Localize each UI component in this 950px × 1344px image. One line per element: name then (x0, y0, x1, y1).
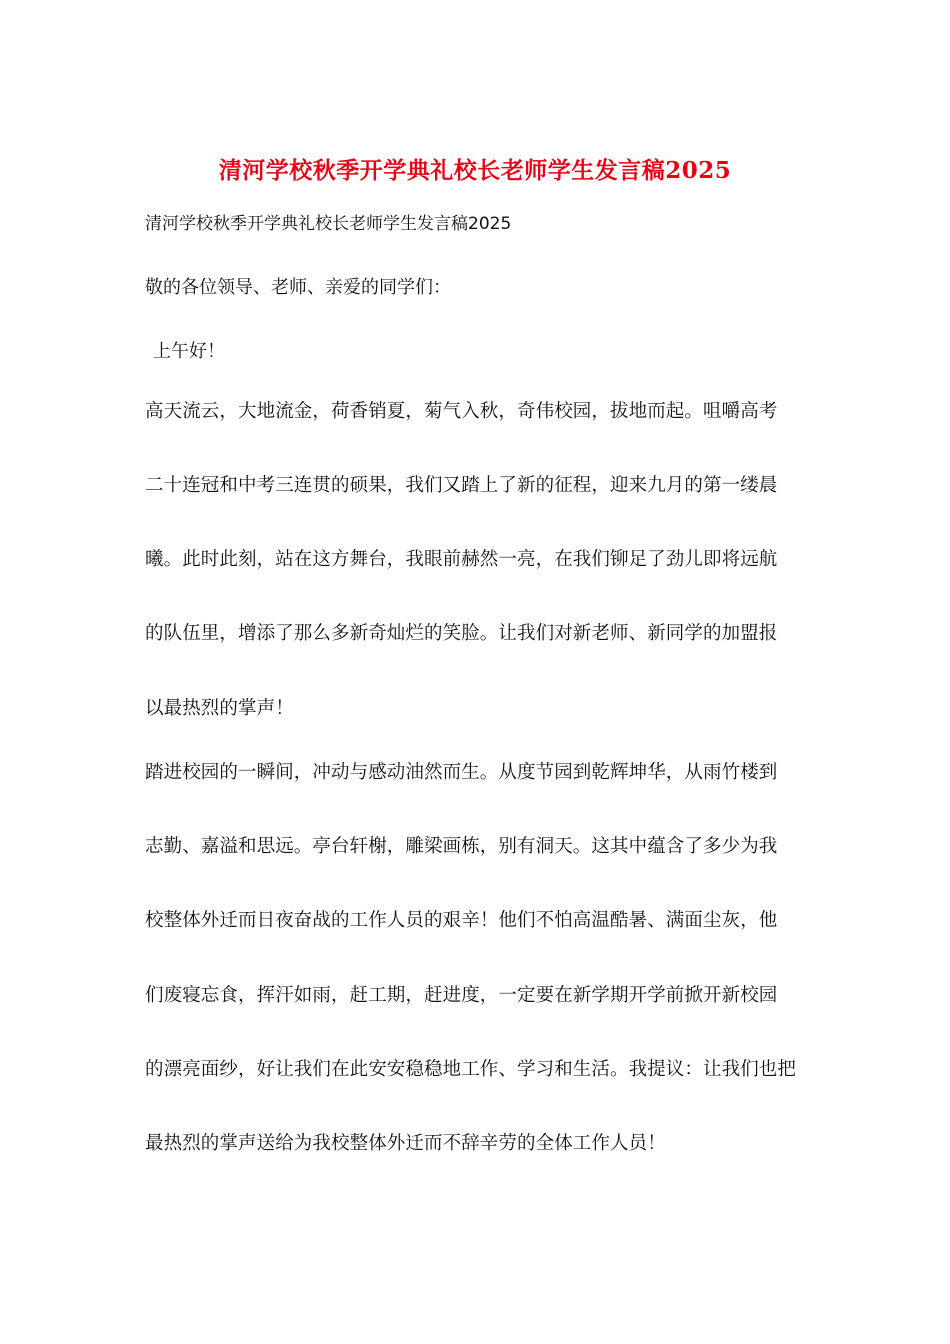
paragraph2-line: 最热烈的掌声送给为我校整体外迁而不辞辛劳的全体工作人员！ (145, 1133, 666, 1154)
document-title: 清河学校秋季开学典礼校长老师学生发言稿2025 (218, 157, 732, 184)
paragraph1-line: 以最热烈的掌声！ (145, 698, 294, 719)
paragraph1-line: 高天流云，大地流金，荷香销夏，菊气入秋，奇伟校园，拔地而起。咀嚼高考 (145, 401, 778, 422)
paragraph1-line: 二十连冠和中考三连贯的硕果，我们又踏上了新的征程，迎来九月的第一缕晨 (145, 475, 778, 496)
document-subtitle: 清河学校秋季开学典礼校长老师学生发言稿2025 (145, 214, 512, 234)
paragraph2-line: 的漂亮面纱，好让我们在此安安稳稳地工作、学习和生活。我提议：让我们也把 (145, 1059, 797, 1080)
paragraph2-line: 志勤、嘉溢和思远。亭台轩榭，雕梁画栋，别有洞天。这其中蕴含了多少为我 (145, 836, 778, 857)
paragraph2-line: 校整体外迁而日夜奋战的工作人员的艰辛！他们不怕高温酷暑、满面尘灰，他 (145, 910, 778, 931)
paragraph2-line: 踏进校园的一瞬间，冲动与感动油然而生。从度节园到乾辉坤华，从雨竹楼到 (145, 762, 778, 783)
paragraph1-line: 曦。此时此刻，站在这方舞台，我眼前赫然一亮，在我们铆足了劲儿即将远航 (145, 549, 778, 570)
paragraph1-line: 的队伍里，增添了那么多新奇灿烂的笑脸。让我们对新老师、新同学的加盟报 (145, 623, 778, 644)
paragraph2-line: 们废寝忘食，挥汗如雨，赶工期，赶进度，一定要在新学期开学前掀开新校园 (145, 985, 778, 1006)
salutation: 敬的各位领导、老师、亲爱的同学们： (145, 277, 451, 298)
greeting: 上午好！ (153, 341, 225, 362)
